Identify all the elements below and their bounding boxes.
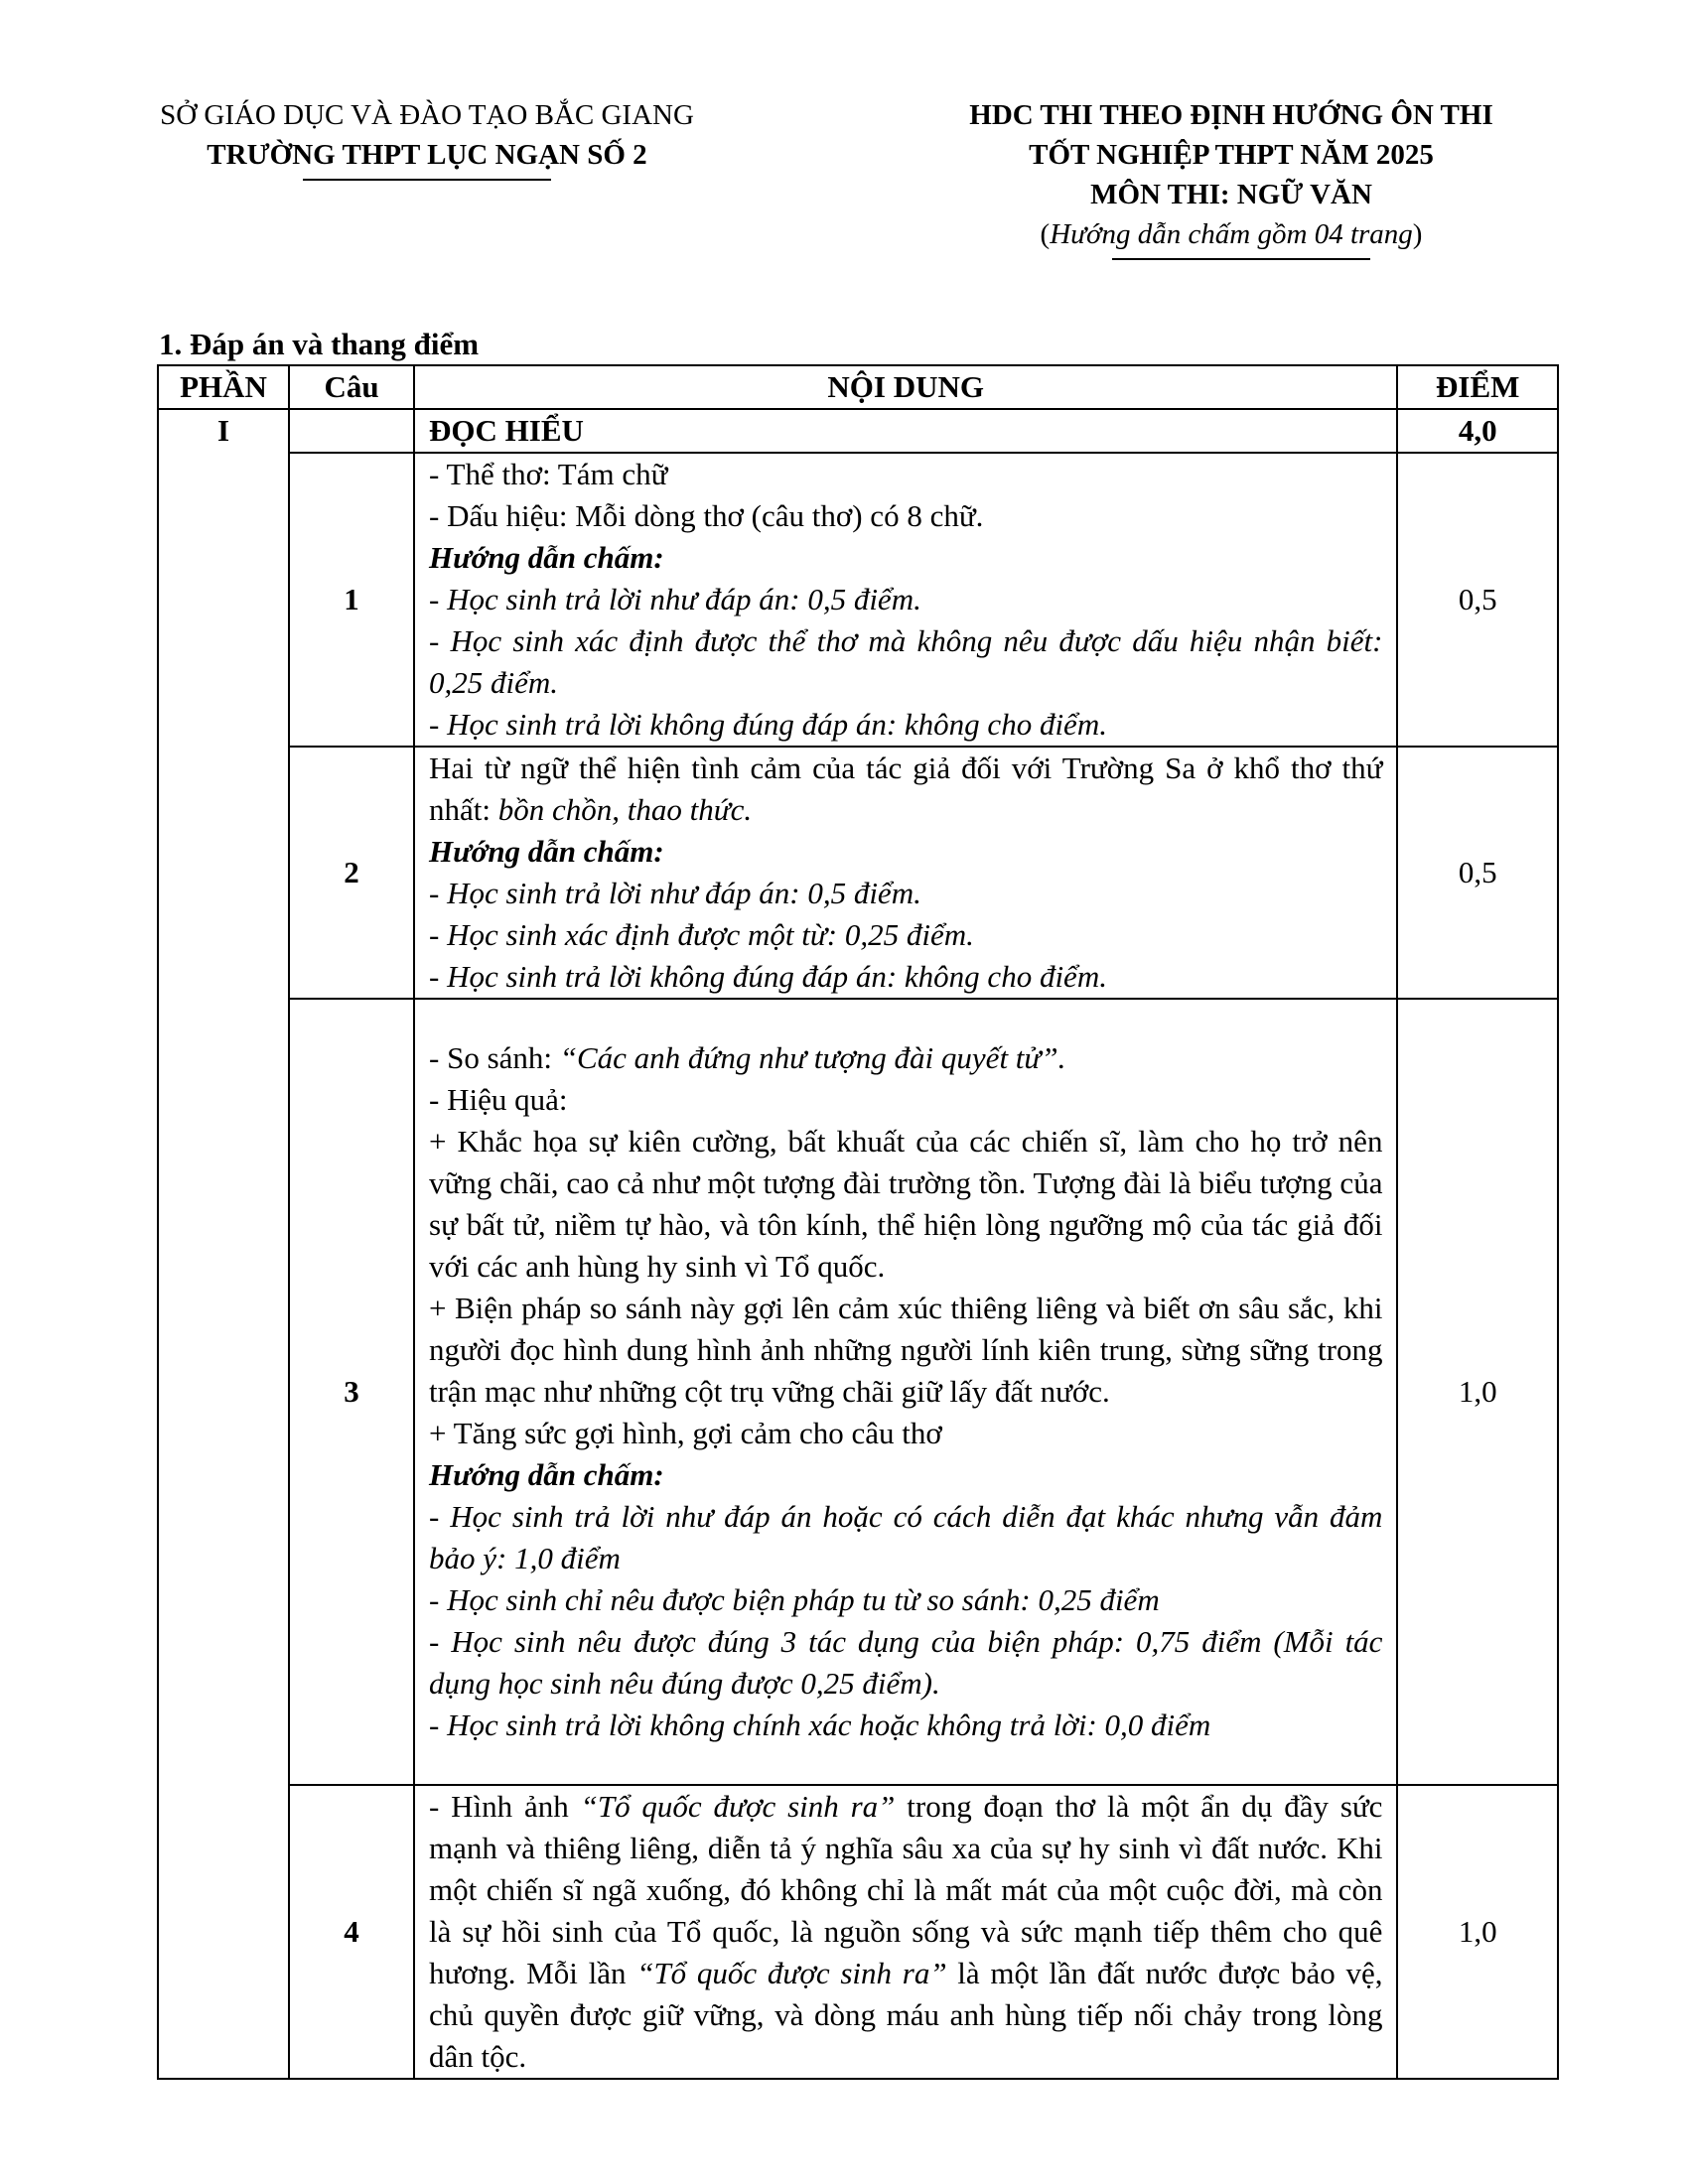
exam-title-line2: TỐT NGHIỆP THPT NĂM 2025 <box>1029 139 1434 171</box>
issuer-underline <box>303 179 551 181</box>
table-row <box>158 1785 1558 2079</box>
question-score: 0,5 <box>1397 453 1558 747</box>
section-score: 4,0 <box>1397 409 1558 453</box>
table-row <box>158 999 1558 1785</box>
question-number: 2 <box>289 747 414 999</box>
grading-table <box>157 364 1559 2080</box>
header-question: Câu <box>289 365 414 409</box>
table-header-row <box>158 365 1558 409</box>
section-row <box>158 409 1558 453</box>
section-label: ĐỌC HIỂU <box>414 409 1397 453</box>
answer-content: - So sánh: “Các anh đứng như tượng đài quyết tử”. - Hiệu quả: + Khắc họa sự kiên cường, bất khuất của các chiến sĩ, làm cho họ trở nên vững chãi, cao cả như một tượng đài trường tồn. Tượng đài là biểu tượng của sự bất tử, niềm tự hào, và tôn kính, thể hiện lòng ngưỡng mộ của tác giả đối với các anh hùng hy sinh vì Tổ quốc. + Biện pháp so sánh này gợi lên cảm xúc thiêng liêng và biết ơn sâu sắc, khi người đọc hình dung hình ảnh những người lính kiên trung, sừng sững trong trận mạc như những cột trụ vững chãi giữ lấy đất nước. + Tăng sức gợi hình, gợi cảm cho câu thơ Hướng dẫn chấm: - Học sinh trả lời như đáp án hoặc có cách diễn đạt khác nhưng vẫn đảm bảo ý: 1,0 điểm - Học sinh chỉ nêu được biện pháp tu từ so sánh: 0,25 điểm - Học sinh nêu được đúng 3 tác dụng của biện pháp: 0,75 điểm (Mỗi tác dụng học sinh nêu đúng được 0,25 điểm). - Học sinh trả lời không chính xác hoặc không trả lời: 0,0 điểm <box>414 999 1397 1785</box>
issuer-block <box>109 95 745 175</box>
part-cell: I <box>158 409 289 2079</box>
subject-line: MÔN THI: NGỮ VĂN <box>1090 179 1372 210</box>
header-part: PHẦN <box>158 365 289 409</box>
header-score: ĐIỂM <box>1397 365 1558 409</box>
question-number: 1 <box>289 453 414 747</box>
exam-title-block <box>864 95 1599 254</box>
answer-content: - Hình ảnh “Tổ quốc được sinh ra” trong đoạn thơ là một ẩn dụ đầy sức mạnh và thiêng liêng, diễn tả ý nghĩa sâu xa của sự hy sinh vì đất nước. Khi một chiến sĩ ngã xuống, đó không chỉ là mất mát của một cuộc đời, mà còn là sự hồi sinh của Tổ quốc, là nguồn sống và sức mạnh tiếp thêm cho quê hương. Mỗi lần “Tổ quốc được sinh ra” là một lần đất nước được bảo vệ, chủ quyền được giữ vững, và dòng máu anh hùng tiếp nối chảy trong lòng dân tộc. <box>414 1785 1397 2079</box>
page-count-note: (Hướng dẫn chấm gồm 04 trang) <box>1040 218 1423 250</box>
table-row <box>158 453 1558 747</box>
title-underline <box>1112 258 1370 260</box>
answer-content: Hai từ ngữ thể hiện tình cảm của tác giả đối với Trường Sa ở khổ thơ thứ nhất: bồn chồn, thao thức. Hướng dẫn chấm: - Học sinh trả lời như đáp án: 0,5 điểm. - Học sinh xác định được một từ: 0,25 điểm. - Học sinh trả lời không đúng đáp án: không cho điểm. <box>414 747 1397 999</box>
section-q-empty <box>289 409 414 453</box>
question-score: 1,0 <box>1397 1785 1558 2079</box>
answer-content: - Thể thơ: Tám chữ - Dấu hiệu: Mỗi dòng thơ (câu thơ) có 8 chữ. Hướng dẫn chấm: - Học sinh trả lời như đáp án: 0,5 điểm. - Học sinh xác định được thể thơ mà không nêu được dấu hiệu nhận biết: 0,25 điểm. - Học sinh trả lời không đúng đáp án: không cho điểm. <box>414 453 1397 747</box>
question-score: 1,0 <box>1397 999 1558 1785</box>
question-number: 4 <box>289 1785 414 2079</box>
section-title: 1. Đáp án và thang điểm <box>159 327 480 361</box>
header-content: NỘI DUNG <box>414 365 1397 409</box>
table-row <box>158 747 1558 999</box>
school-name: TRƯỜNG THPT LỤC NGẠN SỐ 2 <box>207 139 647 171</box>
exam-title-line1: HDC THI THEO ĐỊNH HƯỚNG ÔN THI <box>969 99 1493 131</box>
question-score: 0,5 <box>1397 747 1558 999</box>
question-number: 3 <box>289 999 414 1785</box>
department-name: SỞ GIÁO DỤC VÀ ĐÀO TẠO BẮC GIANG <box>160 99 694 131</box>
document-header <box>109 95 1579 264</box>
